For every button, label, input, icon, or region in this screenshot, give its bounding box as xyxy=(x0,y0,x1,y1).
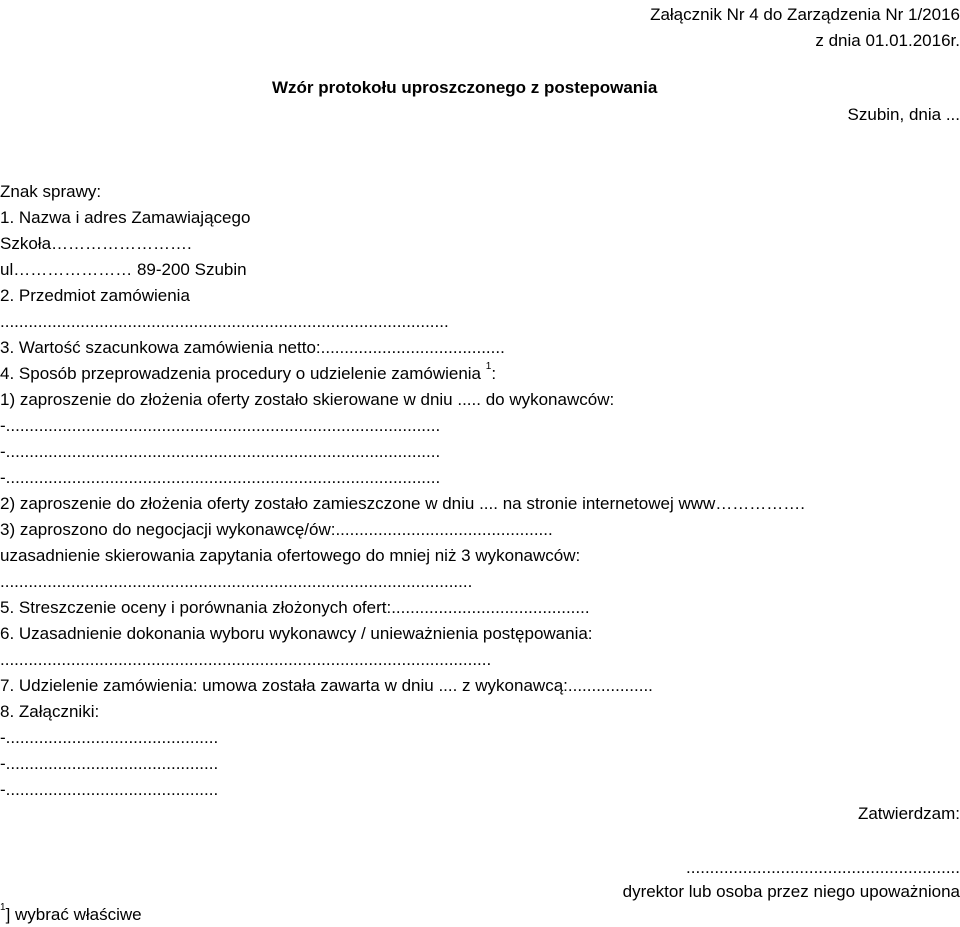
section8-heading: 8. Załączniki: xyxy=(0,702,100,721)
footnote-number: 1 xyxy=(0,902,6,913)
section4-item2: 2) zaproszenie do złożenia oferty zostało zamieszczone w dniu .... na stronie internetowej www……………. xyxy=(0,494,806,513)
footnote xyxy=(0,902,142,924)
section4-justification-line: .................................................................................................... xyxy=(0,572,473,591)
document-title: Wzór protokołu uproszczonego z postepowania xyxy=(272,78,658,97)
section4-heading-text: 4. Sposób przeprowadzenia procedury o udzielenie zamówienia xyxy=(0,364,486,383)
section1-heading: 1. Nazwa i adres Zamawiającego xyxy=(0,208,251,227)
signature-dotted-line: .......................................................... xyxy=(686,858,960,877)
section4-item3: 3) zaproszono do negocjacji wykonawcę/ów:.............................................. xyxy=(0,520,553,539)
place-date: Szubin, dnia ... xyxy=(847,105,960,124)
section1-school-line: Szkoła……………………. xyxy=(0,234,192,253)
section4-dash-line: -............................................................................................ xyxy=(0,468,441,487)
section4-heading xyxy=(0,361,497,383)
case-number-label: Znak sprawy: xyxy=(0,182,102,201)
section4-heading-colon: : xyxy=(491,364,497,383)
section8-dash-line: -............................................. xyxy=(0,780,219,799)
annex-header-line2: z dnia 01.01.2016r. xyxy=(815,31,960,50)
section8-dash-line: -............................................. xyxy=(0,728,219,747)
footnote-text: ] wybrać właściwe xyxy=(5,905,142,924)
section7: 7. Udzielenie zamówienia: umowa została zawarta w dniu .... z wykonawcą:.................. xyxy=(0,676,653,695)
annex-header-line1: Załącznik Nr 4 do Zarządzenia Nr 1/2016 xyxy=(650,5,960,24)
section6-dotted-line: ........................................................................................................ xyxy=(0,650,492,669)
section2-dotted-line: ............................................................................................... xyxy=(0,312,449,331)
section3-value: 3. Wartość szacunkowa zamówienia netto:....................................... xyxy=(0,338,505,357)
section8-dash-line: -............................................. xyxy=(0,754,219,773)
section4-justification: uzasadnienie skierowania zapytania ofertowego do mniej niż 3 wykonawców: xyxy=(0,546,581,565)
section4-dash-line: -............................................................................................ xyxy=(0,416,441,435)
footnote-ref: 1 xyxy=(485,361,492,372)
section5: 5. Streszczenie oceny i porównania złożonych ofert:.......................................... xyxy=(0,598,590,617)
section6: 6. Uzasadnienie dokonania wyboru wykonawcy / unieważnienia postępowania: xyxy=(0,624,593,643)
approval-label: Zatwierdzam: xyxy=(857,804,960,823)
section2-heading: 2. Przedmiot zamówienia xyxy=(0,286,190,305)
section4-item1: 1) zaproszenie do złożenia oferty zostało skierowane w dniu ..... do wykonawców: xyxy=(0,390,615,409)
section4-dash-line: -............................................................................................ xyxy=(0,442,441,461)
section1-address-line: ul………………… 89-200 Szubin xyxy=(0,260,247,279)
signatory-caption: dyrektor lub osoba przez niego upoważniona xyxy=(622,882,960,901)
